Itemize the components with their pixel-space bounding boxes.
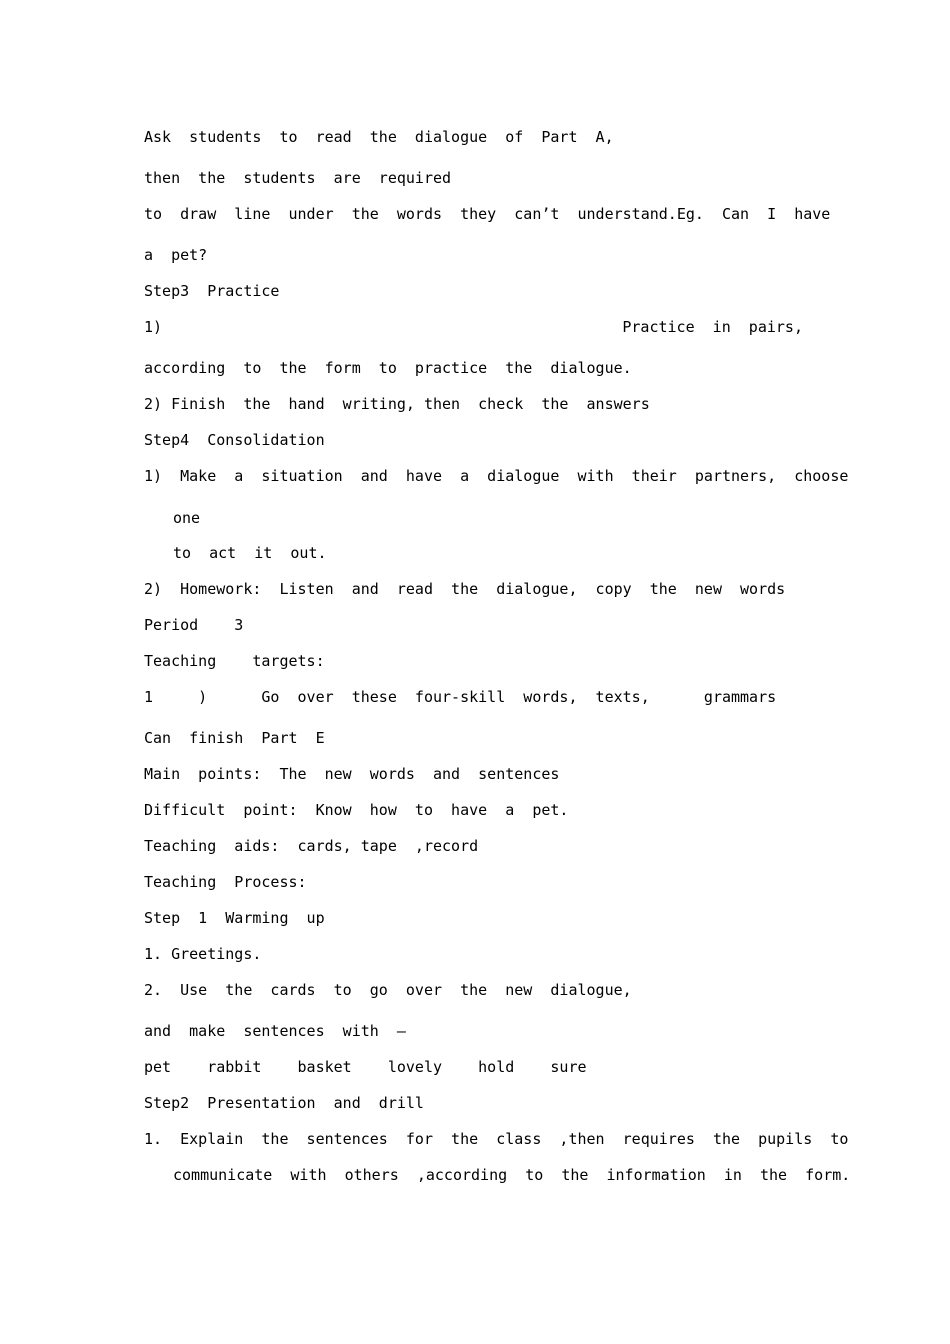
text-line: communicate with others ,according to the information in the form. (173, 1166, 851, 1184)
text-line: Difficult point: Know how to have a pet. (144, 801, 569, 819)
text-line: Teaching targets: (144, 652, 325, 670)
text-line: Main points: The new words and sentences (144, 765, 560, 783)
text-line: one (173, 509, 201, 527)
text-line: 2. Use the cards to go over the new dialogue, (144, 981, 632, 999)
text-line: 1) Make a situation and have a dialogue with their partners, choose (144, 467, 849, 485)
text-line: and make sentences with — (144, 1022, 406, 1040)
text-line: according to the form to practice the dialogue. (144, 359, 632, 377)
text-line: then the students are required (144, 169, 452, 187)
step-heading: Step3 Practice (144, 282, 280, 300)
text-line: Practice in pairs, (622, 318, 803, 336)
text-line: 1 ) Go over these four-skill words, texts, grammars (144, 688, 777, 706)
step-heading: Step4 Consolidation (144, 431, 325, 449)
text-line: Can finish Part E (144, 729, 325, 747)
text-line: Teaching Process: (144, 873, 307, 891)
text-line: 2) Finish the hand writing, then check the answers (144, 395, 650, 413)
text-line: to act it out. (173, 544, 327, 562)
period-heading: Period 3 (144, 616, 244, 634)
text-line: Teaching aids: cards, tape ,record (144, 837, 479, 855)
text-line: 1. Greetings. (144, 945, 262, 963)
list-number: 1) (144, 318, 163, 336)
word-list: pet rabbit basket lovely hold sure (144, 1058, 587, 1076)
text-line: a pet? (144, 246, 208, 264)
text-line: 1. Explain the sentences for the class ,then requires the pupils to (144, 1130, 849, 1148)
step-heading: Step2 Presentation and drill (144, 1094, 424, 1112)
text-line: Ask students to read the dialogue of Part A, (144, 128, 614, 146)
step-heading: Step 1 Warming up (144, 909, 325, 927)
text-line: to draw line under the words they can’t understand.Eg. Can I have (144, 205, 831, 223)
text-line: 2) Homework: Listen and read the dialogue, copy the new words (144, 580, 786, 598)
